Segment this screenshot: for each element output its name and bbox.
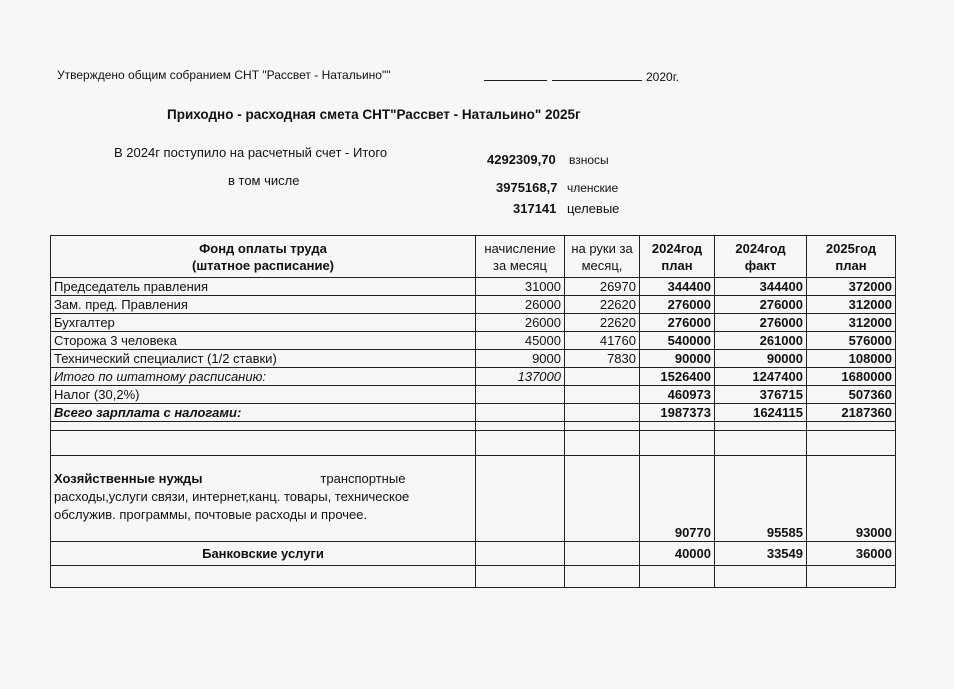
household-row xyxy=(51,456,896,542)
header-fact-2024: 2024год факт xyxy=(715,236,807,278)
row-plan-2024: 344400 xyxy=(640,278,715,296)
household-plan-2025: 93000 xyxy=(807,456,896,542)
total-plan-2025: 2187360 xyxy=(807,404,896,422)
household-net xyxy=(565,456,640,542)
tax-plan-2025: 507360 xyxy=(807,386,896,404)
row-accrual: 26000 xyxy=(476,314,565,332)
row-plan-2025: 312000 xyxy=(807,296,896,314)
tax-row xyxy=(51,386,896,404)
total-net xyxy=(565,404,640,422)
row-accrual: 45000 xyxy=(476,332,565,350)
signature-year: 2020г. xyxy=(646,70,679,84)
total-fact-2024: 1624115 xyxy=(715,404,807,422)
row-plan-2024: 276000 xyxy=(640,314,715,332)
target-fees-label: целевые xyxy=(567,201,620,216)
target-fees-amount: 317141 xyxy=(513,201,557,216)
document-title: Приходно - расходная смета СНТ"Рассвет - Натальино" 2025г xyxy=(167,107,581,122)
member-fees-amount: 3975168,7 xyxy=(496,180,558,195)
household-plan-2024: 90770 xyxy=(640,456,715,542)
household-transport: транспортные xyxy=(320,471,406,486)
subtotal-plan-2024: 1526400 xyxy=(640,368,715,386)
row-name: Сторожа 3 человека xyxy=(51,332,476,350)
row-fact-2024: 276000 xyxy=(715,296,807,314)
subtotal-accrual: 137000 xyxy=(476,368,565,386)
table-header-row xyxy=(51,236,896,278)
row-net: 41760 xyxy=(565,332,640,350)
approval-note: Утверждено общим собранием СНТ "Рассвет - Натальино"" xyxy=(57,68,391,82)
row-fact-2024: 276000 xyxy=(715,314,807,332)
subtotal-row xyxy=(51,368,896,386)
row-plan-2024: 276000 xyxy=(640,296,715,314)
subtotal-plan-2025: 1680000 xyxy=(807,368,896,386)
row-fact-2024: 90000 xyxy=(715,350,807,368)
total-income-amount: 4292309,70 xyxy=(487,152,556,167)
table-row xyxy=(51,296,896,314)
total-row xyxy=(51,404,896,422)
bank-net xyxy=(565,542,640,566)
subtotal-name: Итого по штатному расписанию: xyxy=(51,368,476,386)
row-accrual: 9000 xyxy=(476,350,565,368)
row-name: Председатель правления xyxy=(51,278,476,296)
tax-name: Налог (30,2%) xyxy=(51,386,476,404)
total-accrual xyxy=(476,404,565,422)
total-income-label: взносы xyxy=(569,153,609,167)
budget-table xyxy=(50,235,896,588)
table-row xyxy=(51,314,896,332)
bank-accrual xyxy=(476,542,565,566)
row-plan-2025: 576000 xyxy=(807,332,896,350)
tax-fact-2024: 376715 xyxy=(715,386,807,404)
bank-plan-2024: 40000 xyxy=(640,542,715,566)
signature-line-day xyxy=(484,80,547,81)
empty-row xyxy=(51,431,896,456)
bank-fact-2024: 33549 xyxy=(715,542,807,566)
table-row xyxy=(51,350,896,368)
row-net: 26970 xyxy=(565,278,640,296)
table-row xyxy=(51,278,896,296)
subtotal-fact-2024: 1247400 xyxy=(715,368,807,386)
household-title: Хозяйственные нужды xyxy=(54,471,203,486)
row-plan-2024: 90000 xyxy=(640,350,715,368)
total-plan-2024: 1987373 xyxy=(640,404,715,422)
row-name: Бухгалтер xyxy=(51,314,476,332)
row-plan-2024: 540000 xyxy=(640,332,715,350)
empty-row xyxy=(51,566,896,588)
header-plan-2025: 2025год план xyxy=(807,236,896,278)
household-description: расходы,услуги связи, интернет,канц. товары, техническое обслужив. программы, почтовые расходы и прочее. xyxy=(54,489,410,522)
household-accrual xyxy=(476,456,565,542)
tax-plan-2024: 460973 xyxy=(640,386,715,404)
household-description-cell xyxy=(51,456,476,542)
row-net: 22620 xyxy=(565,296,640,314)
spacer-row xyxy=(51,422,896,431)
row-net: 22620 xyxy=(565,314,640,332)
row-fact-2024: 344400 xyxy=(715,278,807,296)
total-name: Всего зарплата с налогами: xyxy=(51,404,476,422)
tax-net xyxy=(565,386,640,404)
row-name: Технический специалист (1/2 ставки) xyxy=(51,350,476,368)
header-accrual: начисление за месяц xyxy=(476,236,565,278)
row-plan-2025: 108000 xyxy=(807,350,896,368)
table-row xyxy=(51,332,896,350)
row-plan-2025: 312000 xyxy=(807,314,896,332)
signature-line-month xyxy=(552,80,642,81)
bank-name: Банковские услуги xyxy=(51,542,476,566)
member-fees-label: членские xyxy=(567,181,619,195)
household-fact-2024: 95585 xyxy=(715,456,807,542)
bank-row xyxy=(51,542,896,566)
row-accrual: 26000 xyxy=(476,296,565,314)
header-plan-2024: 2024год план xyxy=(640,236,715,278)
tax-accrual xyxy=(476,386,565,404)
row-net: 7830 xyxy=(565,350,640,368)
subtotal-net xyxy=(565,368,640,386)
income-intro-line: В 2024г поступило на расчетный счет - Итого xyxy=(114,145,388,160)
row-fact-2024: 261000 xyxy=(715,332,807,350)
row-plan-2025: 372000 xyxy=(807,278,896,296)
income-including-line: в том числе xyxy=(228,173,300,188)
row-name: Зам. пред. Правления xyxy=(51,296,476,314)
header-fund: Фонд оплаты труда (штатное расписание) xyxy=(51,236,476,278)
bank-plan-2025: 36000 xyxy=(807,542,896,566)
header-net: на руки за месяц, xyxy=(565,236,640,278)
row-accrual: 31000 xyxy=(476,278,565,296)
